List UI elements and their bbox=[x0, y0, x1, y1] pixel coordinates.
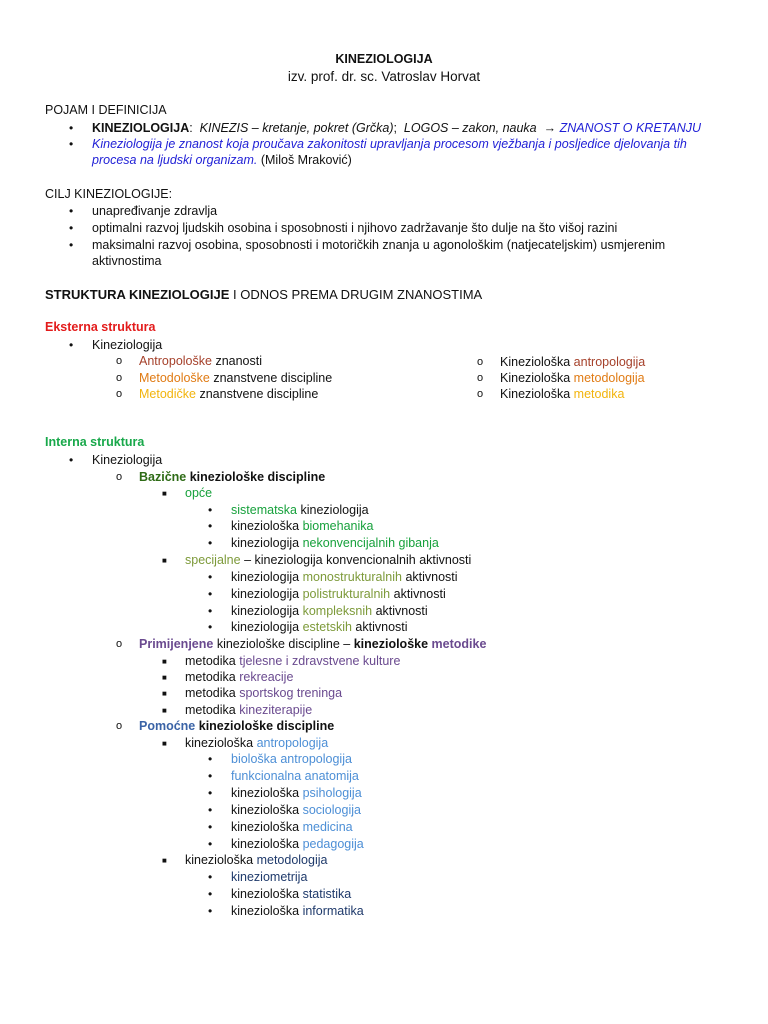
interna-specijalne: specijalne – kineziologija konvencionalnih aktivnosti bbox=[185, 553, 472, 567]
bullet-disc: • bbox=[69, 238, 74, 252]
interna-metodologija: kineziološka metodologija bbox=[185, 853, 328, 867]
interna-sistematska: sistematska kineziologija bbox=[231, 503, 369, 517]
bullet-circle: o bbox=[116, 471, 123, 483]
bullet-square: ■ bbox=[162, 673, 167, 682]
cilj-item-3-line1: maksimalni razvoj osobina, sposobnosti i motoričkih znanja u agonološkim (natjecateljskim) usmjerenim bbox=[92, 238, 666, 252]
bullet-disc: • bbox=[208, 769, 213, 783]
bullet-square: ■ bbox=[162, 556, 167, 565]
bullet-disc: • bbox=[208, 587, 213, 601]
bullet-disc: • bbox=[69, 121, 74, 135]
definition-text-line2: procesa na ljudski organizam. (Miloš Mraković) bbox=[92, 153, 352, 167]
interna-sociologija: kineziološka sociologija bbox=[231, 803, 361, 817]
interna-metodika-rekreacije: metodika rekreacije bbox=[185, 670, 294, 684]
definition-text-line1: Kineziologija je znanost koja proučava zakonitosti upravljanja procesom vježbanja i posljedice djelovanja tih bbox=[92, 137, 687, 151]
interna-nekonvencijalnih: kineziologija nekonvencijalnih gibanja bbox=[231, 536, 439, 550]
eksterna-right-1: Kineziološka antropologija bbox=[500, 355, 646, 369]
bullet-disc: • bbox=[69, 221, 74, 235]
section-heading-pojam: POJAM I DEFINICIJA bbox=[45, 103, 167, 117]
subheading-interna: Interna struktura bbox=[45, 435, 145, 449]
bullet-circle: o bbox=[116, 372, 123, 384]
interna-statistika: kineziološka statistika bbox=[231, 887, 352, 901]
interna-pedagogija: kineziološka pedagogija bbox=[231, 837, 364, 851]
interna-estetskih: kineziologija estetskih aktivnosti bbox=[231, 620, 408, 634]
bullet-circle: o bbox=[477, 388, 484, 400]
cilj-item-1: unapređivanje zdravlja bbox=[92, 204, 218, 218]
bullet-circle: o bbox=[477, 356, 484, 368]
bullet-disc: • bbox=[208, 820, 213, 834]
bullet-disc: • bbox=[208, 604, 213, 618]
definition-item-etymology: KINEZIOLOGIJA: KINEZIS – kretanje, pokret (Grčka); LOGOS – zakon, nauka → ZNANOST O KRETANJU bbox=[92, 121, 702, 135]
bullet-disc: • bbox=[208, 786, 213, 800]
interna-informatika: kineziološka informatika bbox=[231, 904, 364, 918]
bullet-square: ■ bbox=[162, 856, 167, 865]
bullet-disc: • bbox=[69, 137, 74, 151]
bullet-disc: • bbox=[208, 570, 213, 584]
bullet-disc: • bbox=[208, 904, 213, 918]
interna-metodika-tzk: metodika tjelesne i zdravstvene kulture bbox=[185, 654, 401, 668]
interna-kompleksnih: kineziologija kompleksnih aktivnosti bbox=[231, 604, 428, 618]
interna-antropologija: kineziološka antropologija bbox=[185, 736, 329, 750]
document-title: KINEZIOLOGIJA bbox=[335, 52, 433, 66]
interna-bioloska: biološka antropologija bbox=[231, 752, 352, 766]
interna-biomehanika: kineziološka biomehanika bbox=[231, 519, 374, 533]
bullet-circle: o bbox=[116, 638, 123, 650]
cilj-item-2: optimalni razvoj ljudskih osobina i sposobnosti i njihovo zadržavanje što dulje na što višoj razini bbox=[92, 221, 618, 235]
interna-monostrukturalnih: kineziologija monostrukturalnih aktivnosti bbox=[231, 570, 458, 584]
eksterna-right-3: Kineziološka metodika bbox=[500, 387, 625, 401]
eksterna-right-2: Kineziološka metodologija bbox=[500, 371, 645, 385]
document-author: izv. prof. dr. sc. Vatroslav Horvat bbox=[287, 69, 481, 84]
bullet-disc: • bbox=[69, 204, 74, 218]
interna-polistrukturalnih: kineziologija polistrukturalnih aktivnosti bbox=[231, 587, 446, 601]
bullet-disc: • bbox=[208, 503, 213, 517]
interna-metodika-treninga: metodika sportskog treninga bbox=[185, 686, 343, 700]
eksterna-left-2: Metodološke znanstvene discipline bbox=[139, 371, 333, 385]
eksterna-left-3: Metodičke znanstvene discipline bbox=[139, 387, 319, 401]
bullet-disc: • bbox=[208, 870, 213, 884]
subheading-eksterna: Eksterna struktura bbox=[45, 320, 156, 334]
interna-medicina: kineziološka medicina bbox=[231, 820, 353, 834]
interna-opce: opće bbox=[185, 486, 213, 500]
bullet-disc: • bbox=[208, 752, 213, 766]
bullet-square: ■ bbox=[162, 689, 167, 698]
interna-root: Kineziologija bbox=[92, 453, 163, 467]
bullet-circle: o bbox=[116, 388, 123, 400]
bullet-circle: o bbox=[116, 720, 123, 732]
bullet-disc: • bbox=[208, 803, 213, 817]
interna-kineziometrija: kineziometrija bbox=[231, 870, 308, 884]
eksterna-root: Kineziologija bbox=[92, 338, 163, 352]
bullet-disc: • bbox=[208, 887, 213, 901]
arrow-icon: → bbox=[543, 121, 557, 135]
section-heading-struktura: STRUKTURA KINEZIOLOGIJE I ODNOS PREMA DRUGIM ZNANOSTIMA bbox=[45, 287, 483, 302]
bullet-square: ■ bbox=[162, 706, 167, 715]
section-heading-cilj: CILJ KINEZIOLOGIJE: bbox=[45, 187, 173, 201]
bullet-disc: • bbox=[208, 837, 213, 851]
eksterna-left-1: Antropološke znanosti bbox=[139, 354, 263, 368]
bullet-circle: o bbox=[116, 355, 123, 367]
bullet-disc: • bbox=[208, 620, 213, 634]
bullet-square: ■ bbox=[162, 739, 167, 748]
bullet-disc: • bbox=[69, 338, 74, 352]
interna-primijenjene: Primijenjene kineziološke discipline – kineziološke metodike bbox=[139, 637, 487, 651]
interna-metodika-kineziterapije: metodika kineziterapije bbox=[185, 703, 313, 717]
bullet-disc: • bbox=[208, 519, 213, 533]
interna-pomocne: Pomoćne kineziološke discipline bbox=[139, 719, 335, 733]
bullet-disc: • bbox=[208, 536, 213, 550]
bullet-circle: o bbox=[477, 372, 484, 384]
interna-psihologija: kineziološka psihologija bbox=[231, 786, 362, 800]
bullet-square: ■ bbox=[162, 489, 167, 498]
interna-funkcionalna: funkcionalna anatomija bbox=[231, 769, 359, 783]
bullet-disc: • bbox=[69, 453, 74, 467]
bullet-square: ■ bbox=[162, 657, 167, 666]
cilj-item-3-line2: aktivnostima bbox=[92, 254, 162, 268]
interna-bazicne: Bazične kineziološke discipline bbox=[139, 470, 326, 484]
